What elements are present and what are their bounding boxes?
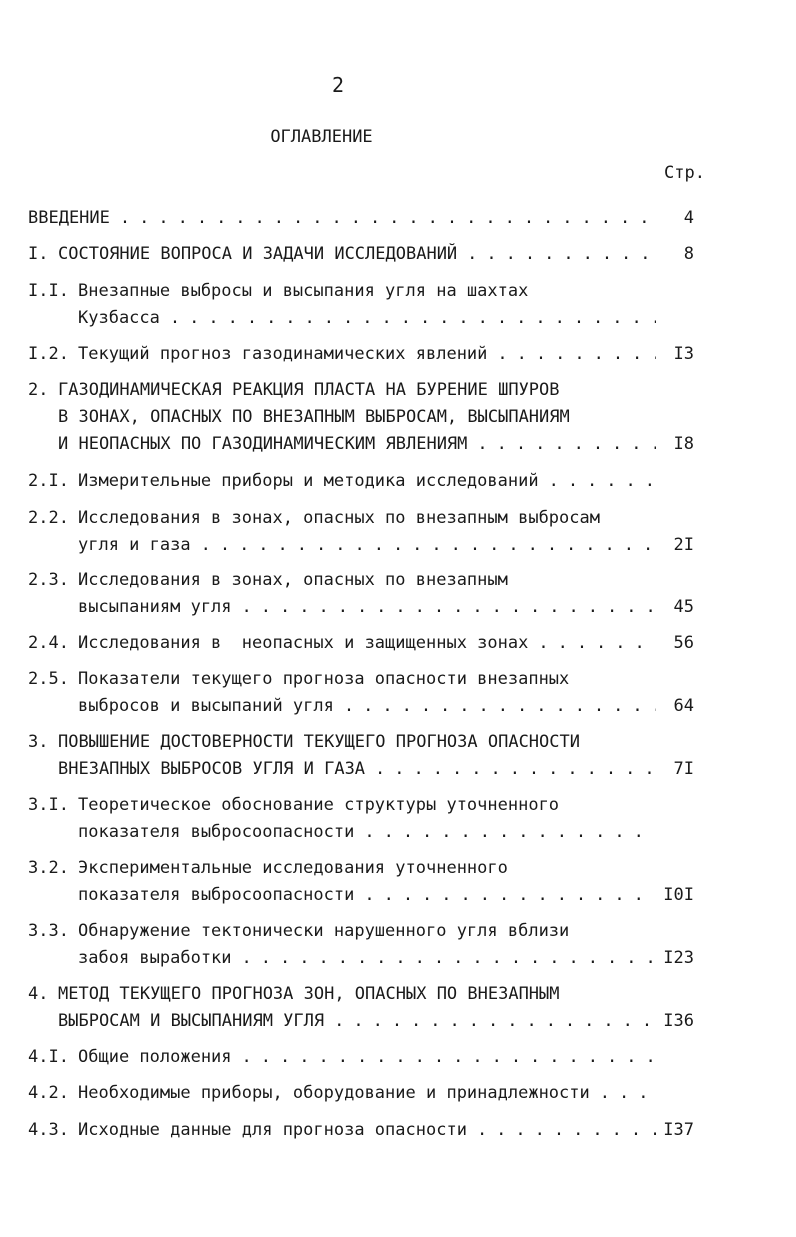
toc-entry-page xyxy=(656,468,694,495)
toc-title: ОГЛАВЛЕНИЕ xyxy=(270,127,373,147)
toc-entry-title-line: И НЕОПАСНЫХ ПО ГАЗОДИНАМИЧЕСКИМ ЯВЛЕНИЯМ xyxy=(58,434,468,454)
toc-entry-title-line: Обнаружение тектонически нарушенного угля вблизи xyxy=(78,921,570,941)
toc-entry-number: 4.I. xyxy=(28,1047,69,1067)
leader-dots xyxy=(232,1044,656,1071)
toc-entry-4[interactable] xyxy=(28,981,694,1035)
toc-entry-number: I. xyxy=(28,244,49,264)
leader-dots xyxy=(232,594,656,621)
toc-entry-3-2[interactable] xyxy=(28,855,694,909)
toc-entry-title: Общие положения xyxy=(78,1047,232,1067)
toc-entry-page: 8 xyxy=(683,244,694,264)
toc-entry-number: I.2. xyxy=(28,344,69,364)
toc-entry-title-line: высыпаниям угля xyxy=(78,597,232,617)
leader-dots xyxy=(467,1117,656,1144)
toc-entry-number: 3.I. xyxy=(28,795,69,815)
toc-entry-1-1[interactable] xyxy=(28,278,694,332)
leader-dots xyxy=(354,882,656,909)
toc-entry-number: 3. xyxy=(28,732,49,752)
toc-entry-title-line: забоя выработки xyxy=(78,948,232,968)
toc-entry-title-line: Исследования в зонах, опасных по внезапным xyxy=(78,570,508,590)
leader-dots xyxy=(324,1008,656,1035)
toc-entry-title: ВВЕДЕНИЕ xyxy=(28,208,110,228)
toc-entry-page: 45 xyxy=(673,597,694,617)
toc-entry-title-line: Исследования в зонах, опасных по внезапным выбросам xyxy=(78,508,600,528)
toc-entry-3-1[interactable] xyxy=(28,792,694,846)
toc-entry-3[interactable] xyxy=(28,729,694,783)
toc-entry-page: 56 xyxy=(673,633,694,653)
toc-entry-page xyxy=(656,1080,694,1107)
page-number: 2 xyxy=(331,73,345,97)
toc-entry-page: I36 xyxy=(663,1011,694,1031)
toc-entry-2[interactable] xyxy=(28,377,694,458)
leader-dots xyxy=(539,468,656,495)
toc-entry-3-3[interactable] xyxy=(28,918,694,972)
toc-entry-2-5[interactable] xyxy=(28,666,694,720)
toc-entry-introduction[interactable] xyxy=(28,205,694,232)
leader-dots xyxy=(487,341,656,368)
toc-entry-title-line: МЕТОД ТЕКУЩЕГО ПРОГНОЗА ЗОН, ОПАСНЫХ ПО ВНЕЗАПНЫМ xyxy=(58,984,560,1004)
toc-entry-number: I.I. xyxy=(28,281,69,301)
toc-entry-number: 3.2. xyxy=(28,858,69,878)
leader-dots xyxy=(467,431,656,458)
toc-entry-title-line: Показатели текущего прогноза опасности внезапных xyxy=(78,669,570,689)
toc-entry-page: I23 xyxy=(663,948,694,968)
toc-entry-title-line: Кузбасса xyxy=(78,308,160,328)
leader-dots xyxy=(110,205,656,232)
toc-entry-2-1[interactable] xyxy=(28,468,694,495)
toc-entry-page: I8 xyxy=(673,434,694,454)
toc-entry-title: Измерительные приборы и методика исследований xyxy=(78,471,539,491)
toc-entry-number: 2.2. xyxy=(28,508,69,528)
leader-dots xyxy=(528,630,656,657)
toc-entry-page: 7I xyxy=(673,759,694,779)
toc-entry-title-line: выбросов и высыпаний угля xyxy=(78,696,334,716)
toc-entry-title-line: ВЫБРОСАМ И ВЫСЫПАНИЯМ УГЛЯ xyxy=(58,1011,325,1031)
toc-entry-number: 2.4. xyxy=(28,633,69,653)
toc-entry-page: 64 xyxy=(673,696,694,716)
toc-entry-title-line: В ЗОНАХ, ОПАСНЫХ ПО ВНЕЗАПНЫМ ВЫБРОСАМ, ВЫСЫПАНИЯМ xyxy=(58,407,570,427)
toc-entry-1-2[interactable] xyxy=(28,341,694,368)
leader-dots xyxy=(354,819,656,846)
toc-entry-title-line: Экспериментальные исследования уточненного xyxy=(78,858,508,878)
toc-entry-4-1[interactable] xyxy=(28,1044,694,1071)
toc-entry-title: СОСТОЯНИЕ ВОПРОСА И ЗАДАЧИ ИССЛЕДОВАНИЙ xyxy=(58,244,458,264)
leader-dots xyxy=(334,693,656,720)
toc-entry-title-line: показателя выбросоопасности xyxy=(78,822,355,842)
leader-dots xyxy=(160,305,656,332)
toc-entry-number: 2.5. xyxy=(28,669,69,689)
toc-entry-page xyxy=(656,1044,694,1071)
toc-entry-title-line: показателя выбросоопасности xyxy=(78,885,355,905)
toc-entry-2-2[interactable] xyxy=(28,505,694,559)
toc-entry-title-line: Внезапные выбросы и высыпания угля на шахтах xyxy=(78,281,529,301)
toc-entry-page: 2I xyxy=(673,535,694,555)
toc-entry-page: I3 xyxy=(673,344,694,364)
toc-entry-page xyxy=(656,305,694,332)
toc-entry-number: 4.2. xyxy=(28,1083,69,1103)
toc-entry-title: Текущий прогноз газодинамических явлений xyxy=(78,344,488,364)
toc-entry-4-2[interactable] xyxy=(28,1080,694,1107)
leader-dots xyxy=(365,756,656,783)
leader-dots xyxy=(191,532,656,559)
leader-dots xyxy=(232,945,656,972)
toc-entry-page xyxy=(656,819,694,846)
toc-entry-page: I0I xyxy=(663,885,694,905)
toc-entry-title-line: угля и газа xyxy=(78,535,191,555)
toc-entry-title: Необходимые приборы, оборудование и принадлежности xyxy=(78,1083,590,1103)
toc-entry-title-line: ГАЗОДИНАМИЧЕСКАЯ РЕАКЦИЯ ПЛАСТА НА БУРЕНИЕ ШПУРОВ xyxy=(58,380,560,400)
toc-entry-number: 3.3. xyxy=(28,921,69,941)
toc-entry-page: 4 xyxy=(683,208,694,228)
toc-entry-number: 4.3. xyxy=(28,1120,69,1140)
toc-entry-page: I37 xyxy=(663,1120,694,1140)
toc-entry-2-3[interactable] xyxy=(28,567,694,621)
toc-entry-1[interactable] xyxy=(28,241,694,268)
toc-entry-number: 4. xyxy=(28,984,49,1004)
toc-entry-number: 2.I. xyxy=(28,471,69,491)
toc-entry-number: 2.3. xyxy=(28,570,69,590)
leader-dots xyxy=(457,241,656,268)
toc-entry-title: Исследования в неопасных и защищенных зонах xyxy=(78,633,529,653)
toc-entry-4-3[interactable] xyxy=(28,1117,694,1144)
toc-entry-number: 2. xyxy=(28,380,49,400)
toc-entry-title: Исходные данные для прогноза опасности xyxy=(78,1120,467,1140)
toc-entry-title-line: ВНЕЗАПНЫХ ВЫБРОСОВ УГЛЯ И ГАЗА xyxy=(58,759,366,779)
leader-dots xyxy=(590,1080,656,1107)
toc-entry-title-line: Теоретическое обоснование структуры уточненного xyxy=(78,795,560,815)
page-column-label: Стр. xyxy=(664,163,705,183)
toc-entry-2-4[interactable] xyxy=(28,630,694,657)
toc-entry-title-line: ПОВЫШЕНИЕ ДОСТОВЕРНОСТИ ТЕКУЩЕГО ПРОГНОЗА ОПАСНОСТИ xyxy=(58,732,580,752)
